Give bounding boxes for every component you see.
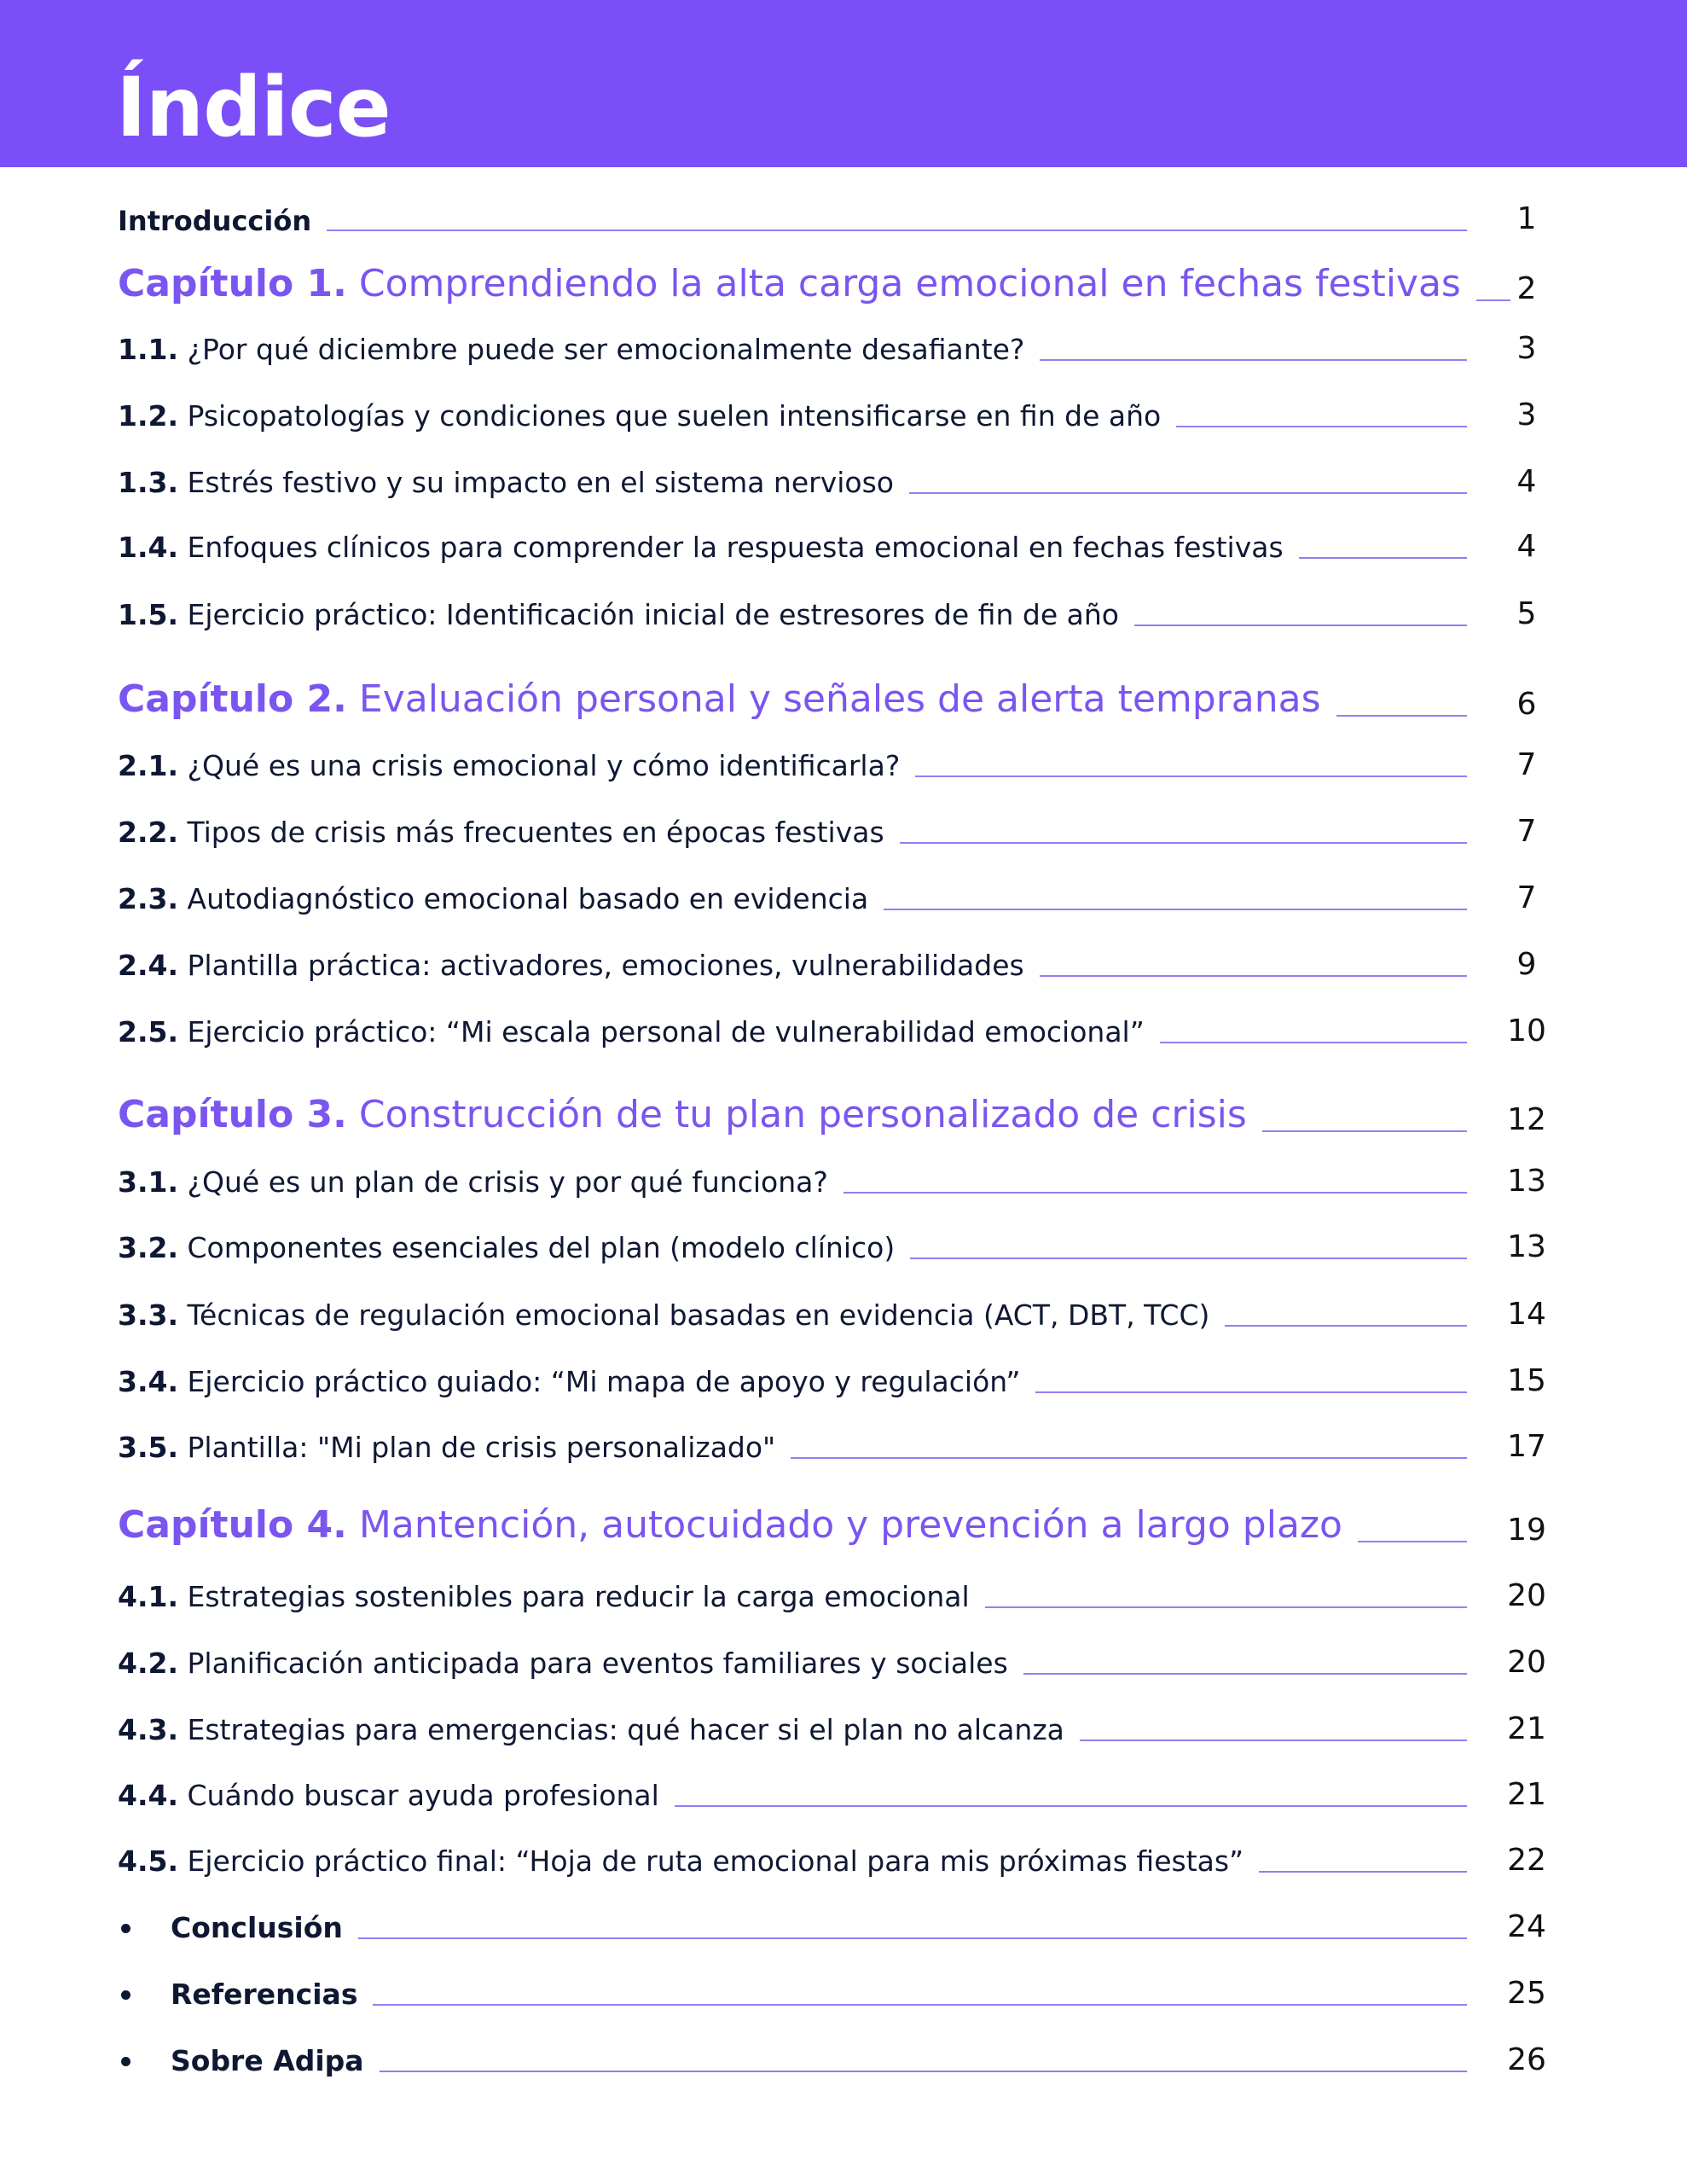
- section-title: Componentes esenciales del plan (modelo clínico): [187, 1231, 896, 1265]
- toc-entry-section[interactable]: [0, 1148, 1687, 1199]
- entry-label: [118, 882, 868, 916]
- page-number: 3: [1516, 330, 1537, 366]
- page-number: 26: [1507, 2042, 1546, 2077]
- section-number: 2.4.: [118, 949, 178, 983]
- page-number: 7: [1516, 880, 1537, 915]
- page-number: 13: [1507, 1163, 1546, 1199]
- entry-label: [118, 1647, 1008, 1681]
- page-number: 2: [1516, 270, 1537, 306]
- section-title: Cuándo buscar ayuda profesional: [187, 1779, 659, 1813]
- leader-line: [1299, 557, 1467, 559]
- leader-line: [358, 1937, 1467, 1939]
- entry-label: [118, 1580, 970, 1614]
- chapter-title: Construcción de tu plan personalizado de crisis: [358, 1093, 1247, 1137]
- entry-title: Referencias: [171, 1978, 358, 2012]
- section-title: Ejercicio práctico guiado: “Mi mapa de apoyo y regulación”: [187, 1365, 1021, 1399]
- page-number: 21: [1507, 1711, 1546, 1746]
- leader-line: [1336, 715, 1467, 717]
- leader-line: [1358, 1541, 1467, 1542]
- section-number: 1.4.: [118, 531, 178, 565]
- leader-line: [380, 2071, 1467, 2072]
- section-title: Ejercicio práctico: Identificación inicial de estresores de fin de año: [187, 598, 1119, 632]
- toc-entry-section[interactable]: [0, 1762, 1687, 1813]
- section-title: Planificación anticipada para eventos familiares y sociales: [187, 1647, 1008, 1681]
- leader-line: [1023, 1673, 1467, 1675]
- entry-label: [118, 262, 1461, 307]
- section-number: 3.5.: [118, 1431, 178, 1465]
- bullet-icon: [121, 1924, 130, 1933]
- entry-title: Conclusión: [171, 1911, 343, 1945]
- section-title: ¿Qué es un plan de crisis y por qué funciona?: [187, 1165, 828, 1199]
- entry-label: [171, 2044, 364, 2078]
- section-title: ¿Por qué diciembre puede ser emocionalmente desafiante?: [187, 333, 1025, 367]
- page-number: 7: [1516, 746, 1537, 782]
- entry-label: [118, 1093, 1247, 1138]
- entry-label: [118, 1713, 1064, 1747]
- leader-line: [1176, 426, 1467, 427]
- page-number: 25: [1507, 1975, 1546, 2011]
- page-number: 1: [1516, 200, 1537, 236]
- entry-label: [118, 1165, 828, 1199]
- entry-label: [118, 1431, 775, 1465]
- toc-entry-section[interactable]: [0, 1563, 1687, 1614]
- entry-label: [118, 1231, 895, 1265]
- leader-line: [1040, 359, 1467, 361]
- leader-line: [1080, 1740, 1467, 1741]
- section-title: Estrategias para emergencias: qué hacer si el plan no alcanza: [187, 1713, 1064, 1747]
- chapter-number: Capítulo 4.: [118, 1503, 347, 1548]
- toc-entry-section[interactable]: [0, 1281, 1687, 1333]
- section-title: Plantilla práctica: activadores, emociones, vulnerabilidades: [187, 949, 1024, 983]
- toc-entry-chapter-3[interactable]: [0, 1087, 1687, 1138]
- bullet-icon: [121, 2057, 130, 2066]
- entry-label: [171, 1911, 343, 1945]
- page-number: 7: [1516, 813, 1537, 849]
- entry-label: [118, 399, 1161, 433]
- section-number: 1.3.: [118, 466, 178, 500]
- toc-entry-section[interactable]: [0, 799, 1687, 850]
- toc-entry-introduction[interactable]: [0, 186, 1687, 237]
- section-number: 2.5.: [118, 1015, 178, 1049]
- toc-entry-section[interactable]: [0, 732, 1687, 783]
- section-number: 3.2.: [118, 1231, 178, 1265]
- toc-entry-section[interactable]: [0, 1214, 1687, 1265]
- leader-line: [884, 909, 1467, 910]
- entry-label: [118, 816, 884, 850]
- entry-label: [118, 1015, 1145, 1049]
- entry-label: [118, 1298, 1209, 1333]
- chapter-title: Evaluación personal y señales de alerta tempranas: [358, 677, 1321, 722]
- toc-entry-section[interactable]: [0, 932, 1687, 983]
- leader-line: [900, 842, 1467, 844]
- page-number: 4: [1516, 528, 1537, 564]
- section-title: Ejercicio práctico final: “Hoja de ruta emocional para mis próximas fiestas”: [187, 1844, 1244, 1879]
- toc-entry-section[interactable]: [0, 382, 1687, 433]
- section-number: 1.2.: [118, 399, 178, 433]
- entry-label: [118, 466, 894, 500]
- entry-label: [118, 598, 1119, 632]
- section-title: Autodiagnóstico emocional basado en evidencia: [187, 882, 869, 916]
- page-title: Índice: [116, 60, 391, 155]
- section-number: 2.1.: [118, 749, 178, 783]
- toc-entry-section[interactable]: [0, 1827, 1687, 1879]
- leader-line: [1040, 975, 1467, 977]
- entry-label: [118, 205, 311, 237]
- leader-line: [791, 1457, 1467, 1459]
- page-number: 22: [1507, 1842, 1546, 1878]
- section-number: 1.1.: [118, 333, 178, 367]
- leader-line: [1262, 1130, 1467, 1132]
- toc-entry-section[interactable]: [0, 514, 1687, 565]
- toc-entry-conclusi-n[interactable]: [0, 1894, 1687, 1945]
- page-number: 21: [1507, 1776, 1546, 1812]
- entry-label: [118, 1844, 1244, 1879]
- entry-label: [118, 333, 1024, 367]
- entry-title: Introducción: [118, 204, 312, 237]
- toc-entry-section[interactable]: [0, 1696, 1687, 1747]
- section-number: 3.3.: [118, 1298, 178, 1333]
- page-number: 6: [1516, 686, 1537, 722]
- section-number: 4.5.: [118, 1844, 178, 1879]
- section-title: Técnicas de regulación emocional basadas en evidencia (ACT, DBT, TCC): [187, 1298, 1210, 1333]
- section-number: 4.4.: [118, 1779, 178, 1813]
- section-title: Estrategias sostenibles para reducir la carga emocional: [187, 1580, 970, 1614]
- leader-line: [915, 775, 1467, 777]
- entry-label: [118, 1365, 1020, 1399]
- section-title: Ejercicio práctico: “Mi escala personal de vulnerabilidad emocional”: [187, 1015, 1145, 1049]
- page-number: 10: [1507, 1013, 1546, 1048]
- chapter-title: Mantención, autocuidado y prevención a largo plazo: [358, 1503, 1342, 1548]
- chapter-number: Capítulo 1.: [118, 262, 347, 306]
- leader-line: [1225, 1325, 1467, 1327]
- toc-entry-chapter-2[interactable]: [0, 671, 1687, 723]
- section-number: 3.4.: [118, 1365, 178, 1399]
- entry-label: [118, 677, 1321, 723]
- section-number: 3.1.: [118, 1165, 178, 1199]
- page-number: 4: [1516, 463, 1537, 499]
- leader-line: [675, 1805, 1467, 1807]
- toc-entry-section[interactable]: [0, 1629, 1687, 1681]
- toc-entry-chapter-1[interactable]: [0, 256, 1687, 307]
- toc-entry-sobre-adipa[interactable]: [0, 2027, 1687, 2078]
- section-title: Estrés festivo y su impacto en el sistema nervioso: [187, 466, 894, 500]
- entry-label: [171, 1978, 357, 2012]
- section-number: 4.2.: [118, 1647, 178, 1681]
- toc-entry-section[interactable]: [0, 449, 1687, 500]
- section-number: 1.5.: [118, 598, 178, 632]
- section-title: Tipos de crisis más frecuentes en épocas festivas: [187, 816, 884, 850]
- section-title: Enfoques clínicos para comprender la respuesta emocional en fechas festivas: [187, 531, 1284, 565]
- section-title: ¿Qué es una crisis emocional y cómo identificarla?: [187, 749, 901, 783]
- page-number: 19: [1507, 1512, 1546, 1548]
- page-number: 9: [1516, 946, 1537, 982]
- chapter-title: Comprendiendo la alta carga emocional en fechas festivas: [358, 262, 1461, 306]
- page-number: 24: [1507, 1908, 1546, 1944]
- toc-entry-chapter-4[interactable]: [0, 1497, 1687, 1548]
- entry-title: Sobre Adipa: [171, 2044, 364, 2078]
- section-title: Psicopatologías y condiciones que suelen intensificarse en fin de año: [187, 399, 1162, 433]
- entry-label: [118, 749, 900, 783]
- leader-line: [1134, 624, 1467, 626]
- page-number: 14: [1507, 1296, 1546, 1332]
- bullet-icon: [121, 1990, 130, 2000]
- page-number: 13: [1507, 1228, 1546, 1264]
- toc-entry-section[interactable]: [0, 998, 1687, 1049]
- entry-label: [118, 1503, 1342, 1548]
- section-number: 2.3.: [118, 882, 178, 916]
- page-number: 12: [1507, 1101, 1546, 1137]
- page-number: 17: [1507, 1428, 1546, 1464]
- leader-line: [909, 492, 1467, 494]
- entry-label: [118, 949, 1024, 983]
- leader-line: [1160, 1042, 1467, 1043]
- leader-line: [844, 1192, 1467, 1194]
- toc-entry-section[interactable]: [0, 316, 1687, 367]
- section-number: 2.2.: [118, 816, 178, 850]
- toc-entry-section[interactable]: [0, 1414, 1687, 1465]
- page-number: 15: [1507, 1362, 1546, 1398]
- section-number: 4.1.: [118, 1580, 178, 1614]
- chapter-number: Capítulo 3.: [118, 1093, 347, 1137]
- page-number: 20: [1507, 1577, 1546, 1613]
- leader-line: [1259, 1871, 1467, 1873]
- page-number: 5: [1516, 595, 1537, 631]
- toc-entry-referencias[interactable]: [0, 1960, 1687, 2012]
- leader-line: [910, 1258, 1467, 1259]
- entry-label: [118, 531, 1284, 565]
- section-title: Plantilla: "Mi plan de crisis personalizado": [187, 1431, 776, 1465]
- toc-entry-section[interactable]: [0, 581, 1687, 632]
- chapter-number: Capítulo 2.: [118, 677, 347, 722]
- section-number: 4.3.: [118, 1713, 178, 1747]
- leader-line: [1035, 1391, 1467, 1393]
- leader-line: [327, 229, 1467, 231]
- page-number: 3: [1516, 397, 1537, 433]
- leader-line: [373, 2004, 1467, 2006]
- page-number: 20: [1507, 1644, 1546, 1680]
- toc-entry-section[interactable]: [0, 1348, 1687, 1399]
- toc-entry-section[interactable]: [0, 865, 1687, 916]
- entry-label: [118, 1779, 659, 1813]
- leader-line: [985, 1606, 1467, 1608]
